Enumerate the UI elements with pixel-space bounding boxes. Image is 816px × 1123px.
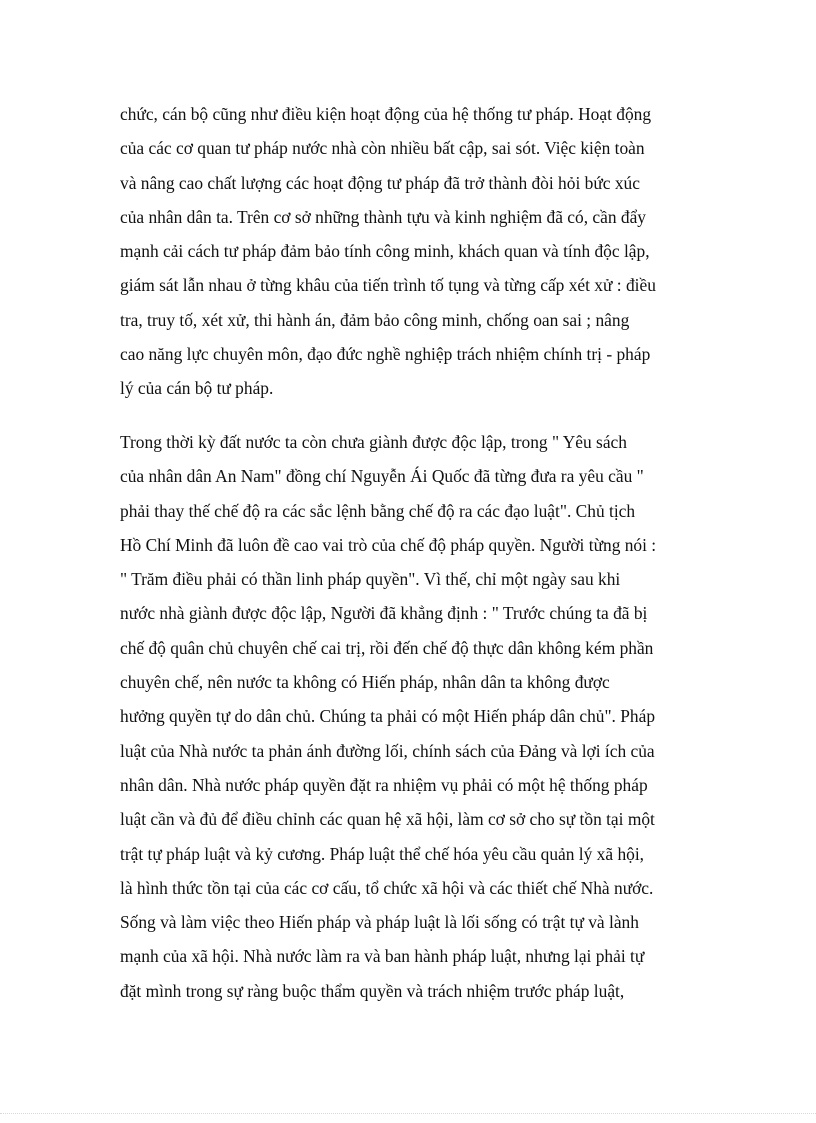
paragraph-line: lý của cán bộ tư pháp. [120, 378, 274, 399]
paragraph-line: chế độ quân chủ chuyên chế cai trị, rồi đến chế độ thực dân không kém phần [120, 637, 654, 658]
paragraph-line: nhân dân. Nhà nước pháp quyền đặt ra nhiệm vụ phải có một hệ thống pháp [120, 774, 648, 795]
paragraph-line: của các cơ quan tư pháp nước nhà còn nhiều bất cập, sai sót. Việc kiện toàn [120, 138, 645, 159]
paragraph-2 [120, 425, 698, 1008]
paragraph-line: của nhân dân An Nam" đồng chí Nguyễn Ái Quốc đã từng đưa ra yêu cầu " [120, 466, 644, 487]
paragraph-line: của nhân dân ta. Trên cơ sở những thành tựu và kinh nghiệm đã có, cần đẩy [120, 206, 646, 227]
paragraph-line: nước nhà giành được độc lập, Người đã khẳng định : " Trước chúng ta đã bị [120, 603, 648, 624]
paragraph-line: là hình thức tồn tại của các cơ cấu, tổ chức xã hội và các thiết chế Nhà nước. [120, 877, 654, 898]
paragraph-line: Hồ Chí Minh đã luôn đề cao vai trò của chế độ pháp quyền. Người từng nói : [120, 534, 657, 555]
paragraph-line: phải thay thế chế độ ra các sắc lệnh bằng chế độ ra các đạo luật". Chủ tịch [120, 500, 636, 521]
paragraph-line: hưởng quyền tự do dân chủ. Chúng ta phải có một Hiến pháp dân chủ". Pháp [120, 706, 656, 727]
paragraph-1 [120, 97, 698, 406]
paragraph-line: cao năng lực chuyên môn, đạo đức nghề nghiệp trách nhiệm chính trị - pháp [120, 344, 651, 365]
paragraph-line: trật tự pháp luật và kỷ cương. Pháp luật thể chế hóa yêu cầu quản lý xã hội, [120, 843, 645, 864]
paragraph-line: giám sát lẫn nhau ở từng khâu của tiến trình tố tụng và từng cấp xét xử : điều [120, 275, 656, 296]
paragraph-line: luật của Nhà nước ta phản ánh đường lối, chính sách của Đảng và lợi ích của [120, 740, 655, 761]
paragraph-line: chức, cán bộ cũng như điều kiện hoạt động của hệ thống tư pháp. Hoạt động [120, 104, 652, 124]
paragraph-line: Sống và làm việc theo Hiến pháp và pháp luật là lối sống có trật tự và lành [120, 912, 639, 933]
paragraph-line: tra, truy tố, xét xử, thi hành án, đảm bảo công minh, chống oan sai ; nâng [120, 309, 630, 330]
paragraph-line: mạnh của xã hội. Nhà nước làm ra và ban hành pháp luật, nhưng lại phải tự [120, 946, 645, 967]
paragraph-line: Trong thời kỳ đất nước ta còn chưa giành được độc lập, trong " Yêu sách [120, 432, 627, 452]
paragraph-line: luật cần và đủ để điều chỉnh các quan hệ xã hội, làm cơ sở cho sự tồn tại một [120, 809, 655, 830]
page-bottom-divider [0, 1113, 816, 1114]
paragraph-line: chuyên chế, nên nước ta không có Hiến pháp, nhân dân ta không được [120, 672, 610, 693]
paragraph-line: và nâng cao chất lượng các hoạt động tư pháp đã trở thành đòi hỏi bức xúc [120, 172, 640, 193]
paragraph-line: mạnh cải cách tư pháp đảm bảo tính công minh, khách quan và tính độc lập, [120, 241, 650, 262]
paragraph-line: " Trăm điều phải có thần linh pháp quyền". Vì thế, chỉ một ngày sau khi [120, 569, 621, 590]
paragraph-line: đặt mình trong sự ràng buộc thẩm quyền và trách nhiệm trước pháp luật, [120, 980, 625, 1001]
